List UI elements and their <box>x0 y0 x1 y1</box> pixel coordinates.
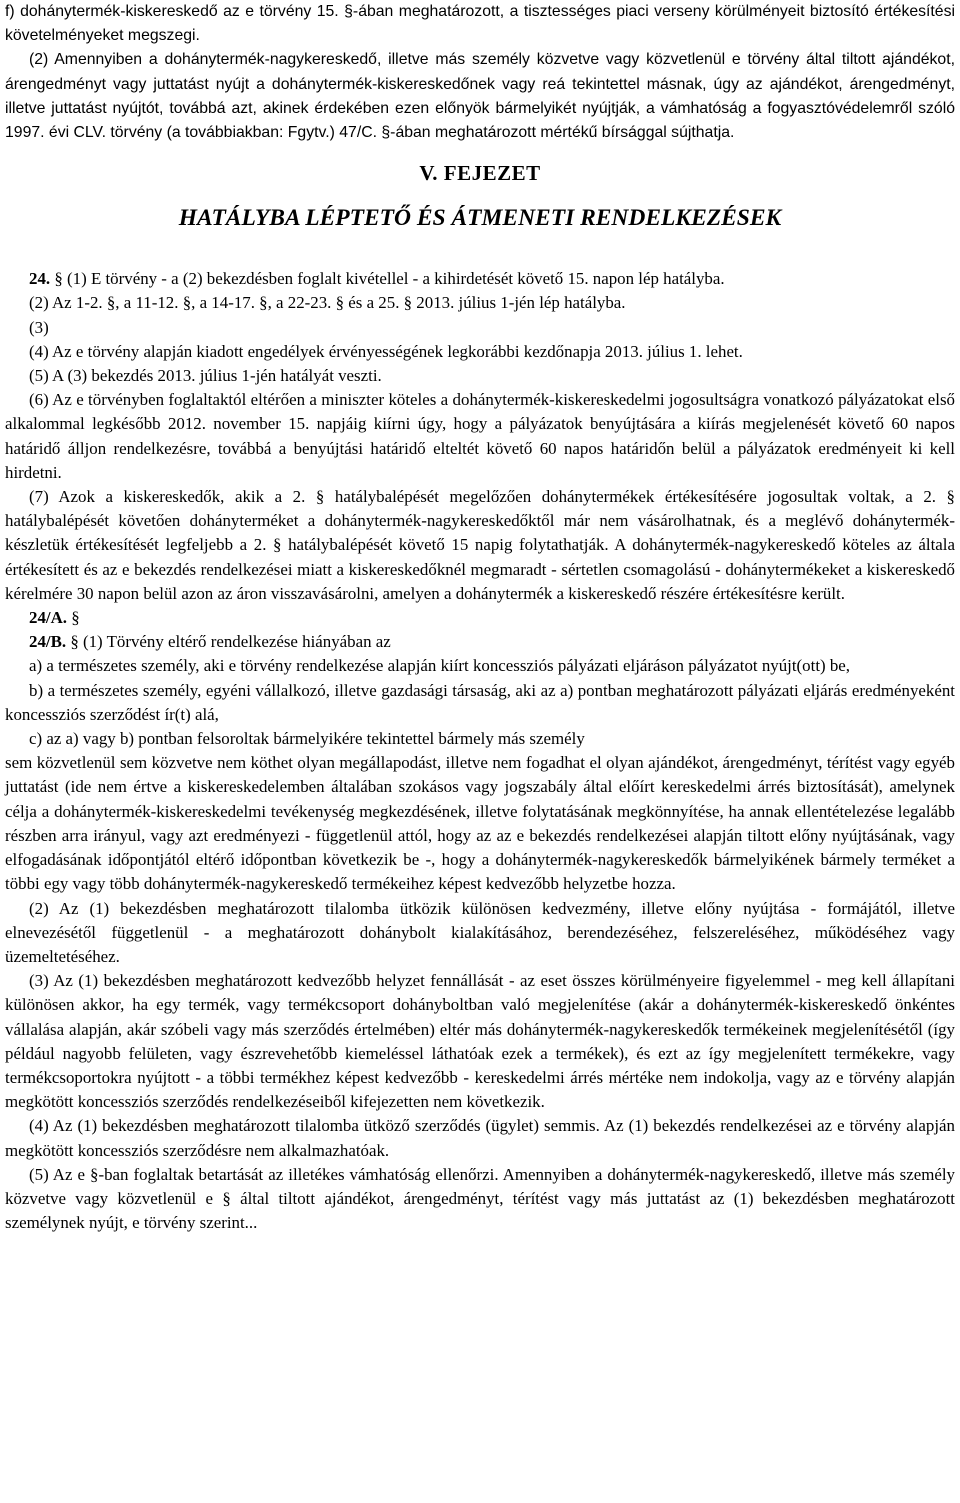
section-24b <box>5 630 955 1235</box>
paragraph-2: (2) Amennyiben a dohánytermék-nagykereskedő, illetve más személy közvetve vagy közvetlenül e törvény által tiltott ajándékot, árengedményt vagy juttatást nyújt a dohánytermék-kiskereskedőnek vagy reá tekintettel másnak, úgy az ajándékot, árengedményt, illetve juttatást nyújtót, továbbá azt, akinek érdekében ezen előnyök bármelyikét nyújtják, a vámhatóság a fogyasztóvédelemről szóló 1997. évi CLV. törvény (a továbbiakban: Fgytv.) 47/C. §-ában meghatározott mértékű bírsággal sújthatja. <box>5 51 955 142</box>
section-24b-intro: 24/B. § (1) Törvény eltérő rendelkezése hiányában az <box>29 632 391 652</box>
chapter-number: V. FEJEZET <box>419 161 541 186</box>
chapter-title: HATÁLYBA LÉPTETŐ ÉS ÁTMENETI RENDELKEZÉSEK <box>178 205 782 232</box>
section-24-p5: (5) A (3) bekezdés 2013. július 1-jén hatályát veszti. <box>29 366 382 386</box>
section-24b-p5: (5) Az e §-ban foglaltak betartását az illetékes vámhatóság ellenőrzi. Amennyiben a dohánytermék-nagykereskedő, illetve más személy közvetve vagy közvetlenül e § által tiltott ajándékot, árengedményt, térítést vagy más juttatást az (1) bekezdésben meghatározott személynek nyújt, e törvény szerint... <box>5 1164 955 1233</box>
section-number: 24/B. <box>29 632 67 652</box>
section-24-p1: 24. § (1) E törvény - a (2) bekezdésben foglalt kivétellel - a kihirdetését követő 15. napon lép hatályba. <box>29 269 725 289</box>
section-24b-p4: (4) Az (1) bekezdésben meghatározott tilalomba ütköző szerződés (ügylet) semmis. Az (1) bekezdés rendelkezései az e törvény alapján megkötött koncessziós szerződésre nem alkalmazhatóak. <box>5 1116 955 1160</box>
section-24b-body: sem közvetlenül sem közvetve nem köthet olyan megállapodást, illetve nem fogadhat el olyan ajándékot, árengedményt, térítést vagy egyéb juttatást (ide nem értve a kiskereskedelemben általában szokásos vagy jogszabály által előírt kereskedelmi árrés biztosítását), amelynek célja a dohánytermék-kiskereskedelmi tevékenység megkezdésének, illetve folytatásának megkönnyítése, ha annak ellentételezése legalább részben arra irányul, vagy azt eredményezi - függetlenül attól, hogy az az e bekezdés rendelkezései alapján tiltott előny nyújtásának, vagy elfogadásának időpontjától eltérő időpontban következik be -, hogy a dohánytermék-nagykereskedők bármelyikének bármely terméket a többi egy vagy több dohánytermék-nagykereskedő termékeihez képest kedvezőbb helyzetbe hozza. <box>5 753 955 894</box>
section-24b-point-a: a) a természetes személy, aki e törvény rendelkezése alapján kiírt koncessziós pályázati eljáráson pályázatot nyújt(ott) be, <box>29 656 851 676</box>
section-24-p6: (6) Az e törvényben foglaltaktól eltérően a miniszter köteles a dohánytermék-kiskereskedelmi jogosultságra vonatkozó pályázatokat első alkalommal legkésőbb 2012. november 15. napjáig kiírni úgy, hogy a pályázatok benyújtására a kiírás megjelenését követő 60 napos határidő álljon rendelkezésre, továbbá a benyújtási határidő elteltét követő 60 napos határidőn belül a pályázatok eredményeit ki kell hirdetni. <box>5 390 955 482</box>
section-24a: 24/A. § <box>29 608 80 628</box>
section-number: 24/A. <box>29 608 68 628</box>
paragraph-f: f) dohánytermék-kiskereskedő az e törvény 15. §-ában meghatározott, a tisztességes piaci verseny körülményeit biztosító értékesítési követelményeket megszegi. <box>5 3 955 45</box>
section-24b-p2: (2) Az (1) bekezdésben meghatározott tilalomba ütközik különösen kedvezmény, illetve előny nyújtása - formájától, illetve elnevezésétől függetlenül - a meghatározott dohánybolt kialakításához, berendezéséhez, felszereléséhez, működéséhez vagy üzemeltetéséhez. <box>5 898 955 966</box>
section-24-p4: (4) Az e törvény alapján kiadott engedélyek érvényességének legkorábbi kezdőnapja 2013. július 1. lehet. <box>29 341 743 361</box>
section-24-p7: (7) Azok a kiskereskedők, akik a 2. § hatálybalépését megelőzően dohánytermékek értékesítésére jogosultak voltak, a 2. § hatálybalépését követően dohányterméket a dohánytermék-nagykereskedőktől már nem vásárolhatnak, és a meglévő dohánytermék-készletük értékesítését legfeljebb a 2. § hatálybalépését követő 15 napig folytathatják. A dohánytermék-nagykereskedő köteles az általa értékesített és az e bekezdés rendelkezései miatt a kiskereskedőknél megmaradt - sértetlen csomagolású - dohánytermékeket a kiskereskedő kérelmére 30 napon belül azon az áron visszavásárolni, amelyen a dohánytermék a kiskereskedő részére értékesítésre került. <box>5 487 955 603</box>
section-24-p2: (2) Az 1-2. §, a 11-12. §, a 14-17. §, a 22-23. § és a 25. § 2013. július 1-jén lép hatályba. <box>29 293 626 313</box>
document-page <box>5 0 955 1235</box>
section-number: 24. <box>29 269 51 289</box>
section-24b-p3: (3) Az (1) bekezdésben meghatározott kedvezőbb helyzet fennállását - az eset összes körülményeire figyelemmel - meg kell állapítani különösen akkor, ha egy termék, vagy termékcsoport dohányboltban való megjelenítése (akár a dohánytermék-kiskereskedő önkéntes vállalása alapján, akár szóbeli vagy más szerződés értelmében) eltér más dohánytermék-nagykereskedők termékeinek megjelenítésétől (így például nagyobb felületen, vagy észrevehetőbb kiemeléssel láthatóak ezek a termékek), és ezt az így megjelenített termékekre, vagy termékcsoportokra nyújtott - a többi termékhez képest kedvezőbb - kereskedelmi árrés mértéke nem indokolja, vagy az e törvény alapján megkötött koncessziós szerződés rendelkezéseiből kifejezetten nem következik. <box>5 971 955 1112</box>
section-24-p3: (3) <box>29 317 49 337</box>
section-24b-point-c: c) az a) vagy b) pontban felsoroltak bármelyikére tekintettel bármely más személy <box>29 729 585 749</box>
section-24 <box>5 267 955 606</box>
section-24b-point-b: b) a természetes személy, egyéni vállalkozó, illetve gazdasági társaság, aki az a) pontban meghatározott pályázati eljárás eredményeként koncessziós szerződést ír(t) alá, <box>5 680 955 724</box>
